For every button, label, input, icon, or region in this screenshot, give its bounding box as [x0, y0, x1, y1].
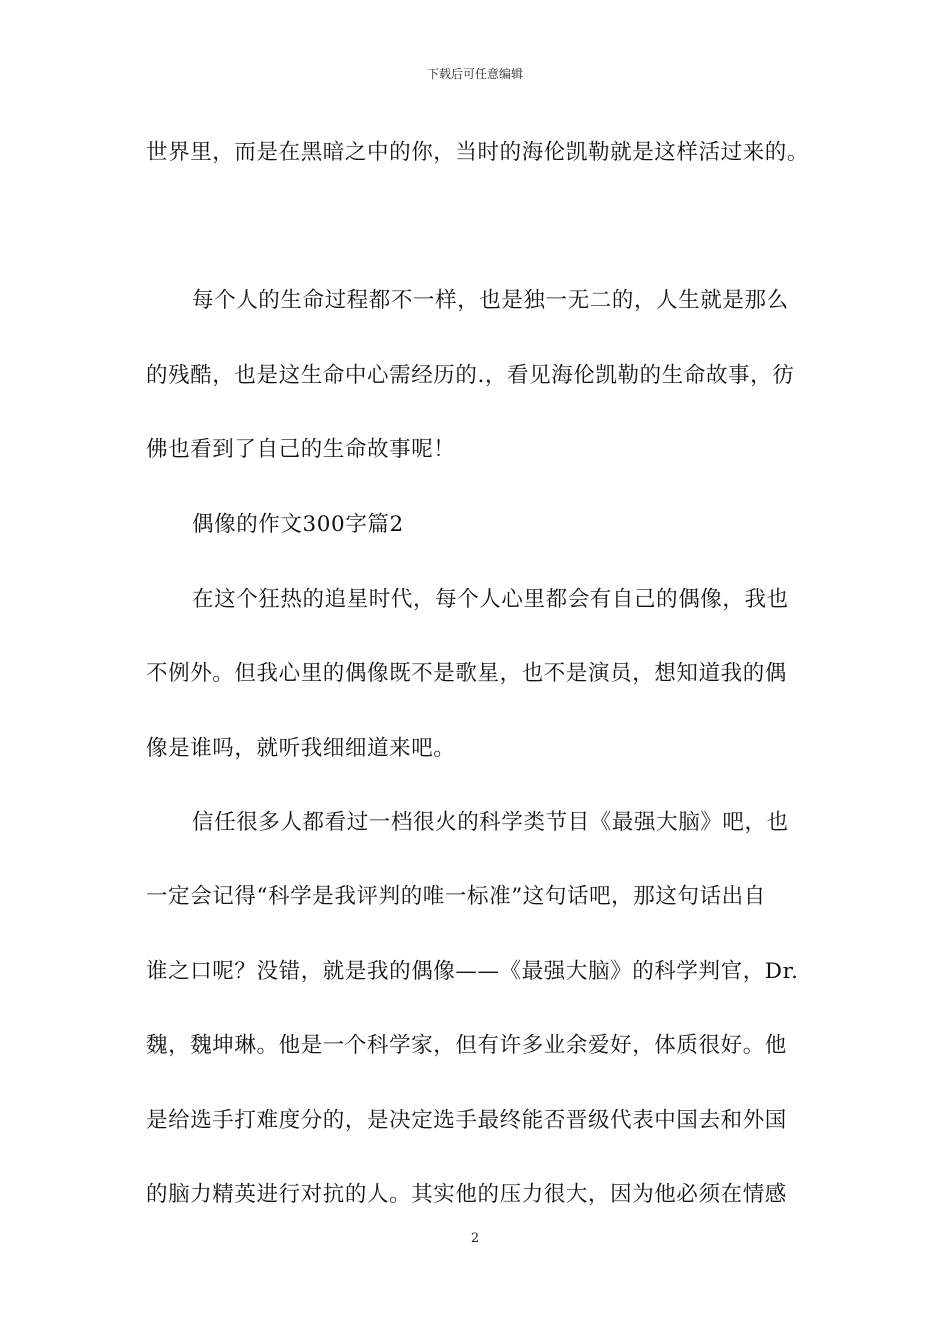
paragraph-line: 每个人的生命过程都不一样，也是独一无二的，人生就是那么: [192, 288, 789, 313]
page-number: 2: [470, 1231, 480, 1246]
paragraph-line: 是给选手打难度分的，是决定选手最终能否晋级代表中国去和外国: [146, 1108, 787, 1133]
paragraph-line: 魏，魏坤琳。他是一个科学家，但有许多业余爱好，体质很好。他: [146, 1033, 787, 1058]
paragraph-line: 世界里，而是在黑暗之中的你，当时的海伦凯勒就是这样活过来的。: [146, 140, 810, 165]
paragraph-line: 信任很多人都看过一档很火的科学类节目《最强大脑》吧，也: [192, 810, 789, 835]
section-heading: 偶像的作文300字篇2: [192, 512, 404, 537]
paragraph-line: 像是谁吗，就听我细细道来吧。: [146, 736, 456, 761]
paragraph-line: 谁之口呢？没错，就是我的偶像——《最强大脑》的科学判官，Dr.: [146, 959, 799, 984]
paragraph-line: 佛也看到了自己的生命故事呢！: [146, 437, 456, 462]
paragraph-line: 的脑力精英进行对抗的人。其实他的压力很大，因为他必须在情感: [146, 1182, 787, 1207]
paragraph-line: 的残酷，也是这生命中心需经历的.，看见海伦凯勒的生命故事，彷: [146, 363, 795, 388]
paragraph-line: 一定会记得“科学是我评判的唯一标准”这句话吧，那这句话出自: [146, 884, 766, 909]
paragraph-line: 在这个狂热的追星时代，每个人心里都会有自己的偶像，我也: [192, 587, 789, 612]
paragraph-line: 不例外。但我心里的偶像既不是歌星，也不是演员，想知道我的偶: [146, 661, 787, 686]
page-header: 下载后可任意编辑: [426, 67, 523, 81]
